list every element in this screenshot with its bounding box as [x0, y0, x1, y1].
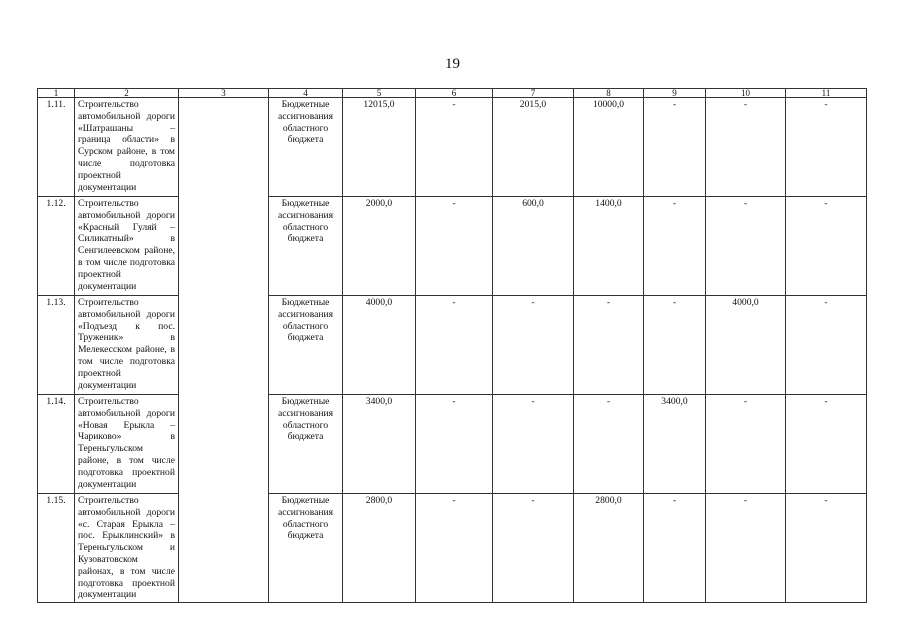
header-row [38, 89, 867, 98]
table-row [38, 494, 867, 603]
row-number: 1.11. [38, 98, 75, 197]
value-col-9: - [644, 296, 706, 395]
value-col-6: - [416, 494, 493, 603]
column-3-cell [179, 98, 269, 603]
value-col-9: 3400,0 [644, 395, 706, 494]
row-name: Строительство автомобильной дороги «Подъезд к пос. Труженик» в Мелекесском районе, в том числе подготовка проектной документации [75, 296, 179, 395]
row-number: 1.13. [38, 296, 75, 395]
value-col-7: - [493, 296, 574, 395]
header-cell: 5 [343, 89, 416, 98]
row-source: Бюджетные ассигнования областного бюджета [269, 296, 343, 395]
value-col-6: - [416, 98, 493, 197]
value-col-6: - [416, 395, 493, 494]
header-cell: 9 [644, 89, 706, 98]
header-cell: 4 [269, 89, 343, 98]
table-row [38, 395, 867, 494]
table-row [38, 98, 867, 197]
row-number: 1.12. [38, 197, 75, 296]
value-col-8: - [574, 395, 644, 494]
value-col-7: 2015,0 [493, 98, 574, 197]
table-row [38, 296, 867, 395]
row-source: Бюджетные ассигнования областного бюджета [269, 395, 343, 494]
row-source: Бюджетные ассигнования областного бюджета [269, 98, 343, 197]
value-col-8: 10000,0 [574, 98, 644, 197]
header-cell: 10 [706, 89, 786, 98]
header-cell: 1 [38, 89, 75, 98]
value-col-7: 600,0 [493, 197, 574, 296]
value-col-11: - [786, 296, 867, 395]
header-cell: 7 [493, 89, 574, 98]
budget-table [37, 88, 867, 603]
value-col-6: - [416, 296, 493, 395]
row-name: Строительство автомобильной дороги «с. Старая Ерыкла – пос. Ерыклинский» в Тереньгульском и Кузоватовском районах, в том числе подготовка проектной документации [75, 494, 179, 603]
row-number: 1.15. [38, 494, 75, 603]
value-col-7: - [493, 395, 574, 494]
value-col-5: 4000,0 [343, 296, 416, 395]
value-col-8: 1400,0 [574, 197, 644, 296]
value-col-10: - [706, 197, 786, 296]
table-row [38, 197, 867, 296]
value-col-5: 2000,0 [343, 197, 416, 296]
header-cell: 3 [179, 89, 269, 98]
header-cell: 11 [786, 89, 867, 98]
value-col-10: - [706, 494, 786, 603]
value-col-7: - [493, 494, 574, 603]
value-col-5: 2800,0 [343, 494, 416, 603]
header-cell: 6 [416, 89, 493, 98]
value-col-11: - [786, 197, 867, 296]
value-col-10: - [706, 395, 786, 494]
value-col-11: - [786, 494, 867, 603]
row-source: Бюджетные ассигнования областного бюджета [269, 494, 343, 603]
row-source: Бюджетные ассигнования областного бюджета [269, 197, 343, 296]
value-col-8: 2800,0 [574, 494, 644, 603]
value-col-11: - [786, 98, 867, 197]
value-col-8: - [574, 296, 644, 395]
value-col-10: 4000,0 [706, 296, 786, 395]
value-col-9: - [644, 98, 706, 197]
value-col-9: - [644, 494, 706, 603]
value-col-6: - [416, 197, 493, 296]
row-number: 1.14. [38, 395, 75, 494]
value-col-11: - [786, 395, 867, 494]
row-name: Строительство автомобильной дороги «Шатрашаны – граница области» в Сурском районе, в том числе подготовка проектной документации [75, 98, 179, 197]
header-cell: 2 [75, 89, 179, 98]
value-col-9: - [644, 197, 706, 296]
row-name: Строительство автомобильной дороги «Новая Ерыкла – Чариково» в Тереньгульском районе, в том числе подготовка проектной документации [75, 395, 179, 494]
value-col-10: - [706, 98, 786, 197]
header-cell: 8 [574, 89, 644, 98]
value-col-5: 3400,0 [343, 395, 416, 494]
row-name: Строительство автомобильной дороги «Красный Гуляй – Силикатный» в Сенгилеевском районе, в том числе подготовка проектной документации [75, 197, 179, 296]
page-number: 19 [445, 56, 460, 72]
value-col-5: 12015,0 [343, 98, 416, 197]
